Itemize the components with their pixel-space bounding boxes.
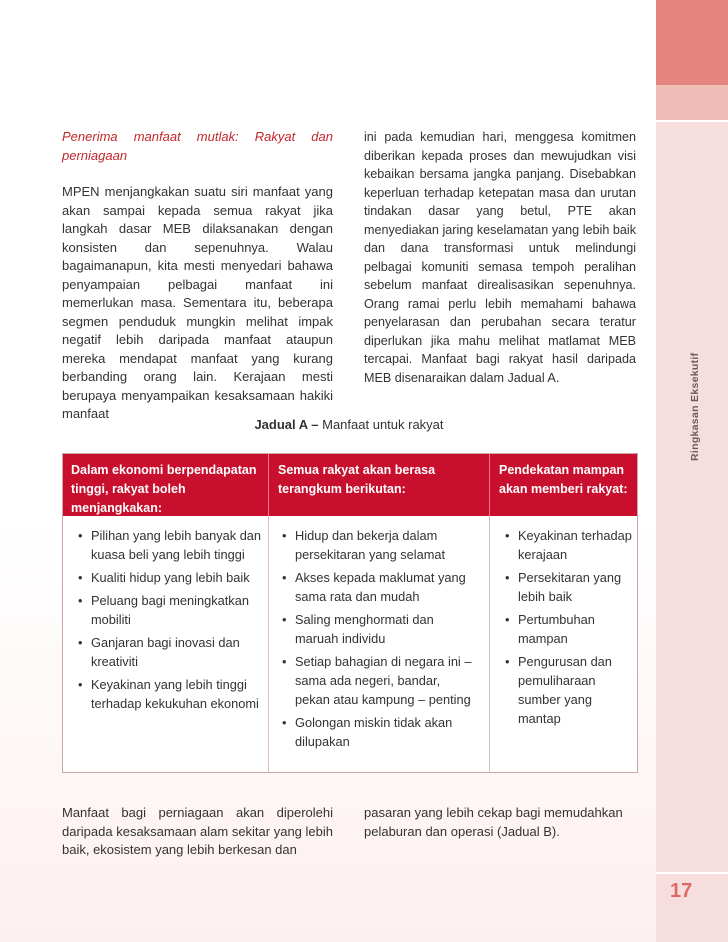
list-item: • Persekitaran yang lebih baik [498,568,633,606]
paragraph-right-bottom: pasaran yang lebih cekap bagi memudahkan pelaburan dan operasi (Jadual B). [364,805,623,839]
table-col-1 [71,526,263,717]
sidebar-top-block [656,0,728,85]
left-column-bottom [62,804,333,860]
column-divider [268,516,269,772]
table-caption [62,417,636,432]
table-col-3 [498,526,633,732]
table-header-col-2: Semua rakyat akan berasa terangkum berikutan: [278,463,436,496]
section-heading: Penerima manfaat mutlak: Rakyat dan perniagaan [62,129,333,163]
benefits-table [62,453,638,773]
table-header [63,454,637,516]
list-item: • Akses kepada maklumat yang sama rata dan mudah [275,568,473,606]
table-caption-text: Manfaat untuk rakyat [318,417,444,432]
left-column-top [62,128,333,424]
list-item: • Keyakinan yang lebih tinggi terhadap kekukuhan ekonomi [71,675,263,713]
sidebar-mid-block [656,85,728,120]
list-item: • Pertumbuhan mampan [498,610,633,648]
list-item: • Keyakinan terhadap kerajaan [498,526,633,564]
list-item: • Kualiti hidup yang lebih baik [71,568,263,587]
sidebar-band [656,0,728,942]
section-label: Ringkasan Eksekutif [689,352,701,461]
paragraph-left-bottom: Manfaat bagi perniagaan akan diperolehi daripada kesaksamaan alam sekitar yang lebih baik, ekosistem yang lebih berkesan dan [62,805,333,857]
list-item: • Golongan miskin tidak akan dilupakan [275,713,473,751]
list-item: • Pilihan yang lebih banyak dan kuasa beli yang lebih tinggi [71,526,263,564]
table-header-col-3: Pendekatan mampan akan memberi rakyat: [499,463,628,496]
page-number: 17 [656,872,728,903]
column-divider [489,516,490,772]
list-item: • Hidup dan bekerja dalam persekitaran yang selamat [275,526,473,564]
table-col-2 [275,526,473,755]
paragraph-right-top: ini pada kemudian hari, menggesa komitmen diberikan kepada proses dan mewujudkan visi kebaikan bersama jangka panjang. Disebabkan keperluan terhadap ketepatan masa dan urutan tindakan dasar yang betul, PTE akan menyediakan jaring keselamatan yang lebih baik dan dana transformasi untuk melindungi pelbagai komuniti semasa tempoh peralihan sebelum manfaat direalisasikan sepenuhnya. Orang ramai perlu lebih memahami bahawa penyelarasan dan perubahan secara teratur diperlukan jika mahu melihat matlamat MEB tercapai. Manfaat bagi rakyat hasil daripada MEB disenaraikan dalam Jadual A. [364,130,636,385]
list-item: • Setiap bahagian di negara ini – sama ada negeri, bandar, pekan atau kampung – penting [275,652,473,709]
header-divider [268,454,269,516]
table-header-col-1: Dalam ekonomi berpendapatan tinggi, rakyat boleh menjangkakan: [71,463,257,515]
list-item: • Peluang bagi meningkatkan mobiliti [71,591,263,629]
sidebar-divider [656,120,728,122]
list-item: • Saling menghormati dan maruah individu [275,610,473,648]
list-item: • Ganjaran bagi inovasi dan kreativiti [71,633,263,671]
right-column-top [364,128,636,387]
header-divider [489,454,490,516]
list-item: • Pengurusan dan pemuliharaan sumber yang mantap [498,652,633,728]
right-column-bottom [364,804,636,841]
paragraph-left-top: MPEN menjangkakan suatu siri manfaat yang akan sampai kepada semua rakyat jika langkah dasar MEB dilaksanakan dengan konsisten dan sepenuhnya. Walau bagaimanapun, kita mesti menyedari bahawa penyampaian pelbagai manfaat ini memerlukan masa. Sementara itu, beberapa segmen penduduk mungkin melihat impak negatif lebih daripada manfaat ataupun mereka mendapat manfaat yang kurang berbanding orang lain. Kerajaan mesti berupaya menyampaikan kesaksamaan hakiki manfaat [62,184,333,421]
table-caption-label: Jadual A – [254,417,319,432]
